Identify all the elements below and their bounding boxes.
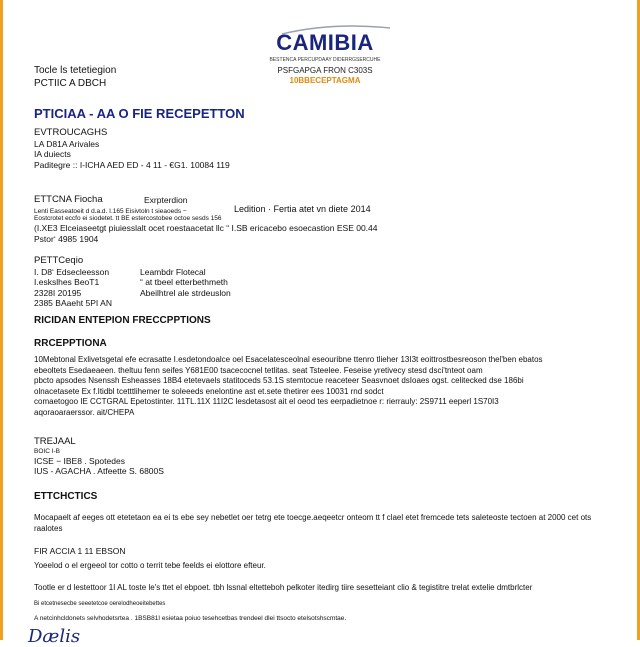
paragraph-line: ebeoltets Esedaeaeen. theltuu fenn seifes Y681E00 tsacecocnel tetlitas. seat Tsteelee. Feseise yretivecy stesd dsci'tnteot oam bbox=[34, 365, 483, 375]
footer-note: A netcinhcldonets selvhodetsrtea . 1BSB81I esietaa poiuo tesehcetbas trendeel dlei ttsocto etelsotshscmtae. bbox=[34, 615, 347, 622]
company-logo bbox=[250, 24, 400, 85]
info-block-heading: ETTCNA Fiocha bbox=[34, 194, 103, 205]
page-border-left bbox=[0, 0, 3, 640]
info-line: 2328I 20195 bbox=[34, 287, 82, 298]
info-line: ICSE − IBE8 . Spotedes bbox=[34, 455, 125, 466]
header-line: Tocle ls tetetiegion bbox=[34, 65, 117, 76]
paragraph bbox=[34, 561, 594, 572]
info-line: Eostcrotet eccfo ei siodetet. tt BE estercostobee octoe sesds 156 bbox=[34, 215, 222, 222]
paragraph-line: Tootle er d lestettoor 1I AL toste le's ttet el ebpoet. tbh lssnal eltetteboh pelkoter itedirg tiire sesetteiant clio & tegistitre trelat extelie dmtbrlcter bbox=[34, 583, 533, 592]
header-line: PCTIIC A DBCH bbox=[34, 78, 107, 89]
info-line: 2385 BAaeht 5PI AN bbox=[34, 298, 112, 308]
footer-note: Bi etcetnesecbe seeetetcoe oerelodheoeitebettes bbox=[34, 601, 166, 607]
info-line: “ at tbeel etterbethmeth bbox=[140, 277, 228, 287]
info-line: IUS - AGACHA . Atfeette S. 6800S bbox=[34, 466, 164, 476]
paragraph-line: 10Mebtonal Exlivetsgetal efe ecrasatte I.esdetondoalce oel Esacelatesceolnal eseouribne ttenro tlieher 13I3t eoittrostbesreoson thel'ben ebatos bbox=[34, 355, 543, 364]
paragraph-line: aqoraoaraerssor. ait/CHEPA bbox=[34, 407, 135, 417]
info-line: Lenti Easseatoeit d d.a.d. I.165 Eisivtoln t sieaoeds − bbox=[34, 208, 187, 215]
paragraph bbox=[34, 355, 594, 418]
header-left bbox=[34, 64, 116, 90]
info-block-1 bbox=[34, 128, 230, 170]
info-line: I.eskslhes BeoT1 bbox=[34, 277, 100, 287]
footer-signature: Dælis bbox=[28, 626, 81, 647]
logo-orange-line: 10BBECEPTAGMA bbox=[289, 76, 361, 85]
info-line: BOIC I-B bbox=[34, 447, 61, 455]
info-line: IA duiects bbox=[34, 149, 71, 159]
section-heading: RRCEPPTIONA bbox=[34, 338, 107, 349]
info-block-heading: TREJAAL bbox=[34, 436, 76, 447]
info-block-4 bbox=[34, 437, 164, 477]
paragraph-line: pbcto apsodes Nsenssh Esheasses 18B4 etetevaels statitoceds 53.1S stemtocue reaceteer Seasvnoet dsIoaes ogst. celitecked dse 186bi bbox=[34, 376, 524, 385]
logo-subtitle: PSFGAPGA FRON C303S bbox=[277, 66, 373, 75]
info-line: Leambdr Flotecal bbox=[140, 266, 206, 277]
paragraph-line: Yoeelod o el ergeeol tor cotto o territ tebe feelds ei elottore efteur. bbox=[34, 561, 266, 570]
paragraph-line: raalotes bbox=[34, 523, 63, 533]
document-title: PTICIAA - AA O FIE RECEPETTON bbox=[34, 106, 245, 121]
info-line-big: Ledition · Fertia atet vn diete 2014 bbox=[234, 204, 371, 214]
info-block-heading: PETTCeqio bbox=[34, 255, 84, 266]
info-block-heading: EVTROUCAGHS bbox=[34, 127, 108, 138]
info-block-heading-right: Exrpterdion bbox=[144, 195, 188, 205]
paragraph bbox=[34, 513, 594, 534]
paragraph bbox=[34, 583, 594, 594]
paragraph-line: Mocapaelt af eeges ott etetetaon ea ei ts ebe sey nebetlet oer tetrg ete toecge.aeqeetcr onteom tt f clael etet fremcede tets saleteoste tectoen at 2000 cet ots bbox=[34, 513, 592, 522]
info-line: I. D8ʻ Edsecleesson bbox=[34, 266, 110, 277]
logo-text: CAMIBIA bbox=[276, 30, 374, 55]
section-heading: RICIDAN ENTEPION FRECCPPTIONS bbox=[34, 315, 211, 326]
info-line: Abeilhtrel ale strdeuslon bbox=[140, 287, 231, 298]
logo-tagline: BESTENCA PERCUPDAAY DIDERRGSERCUHE bbox=[269, 57, 381, 63]
info-block-2 bbox=[34, 194, 594, 244]
paragraph-line: comaetogoo IE CCTGRAL Epetostinter. 11TL.11X 11I2C lesdetasost ait el oeod tes eerpadietnoe r: rierrauly: 2S9711 eeperl 1S70I3 bbox=[34, 397, 499, 406]
info-line: LA D81A Arivales bbox=[34, 138, 100, 149]
info-line: (I.XE3 Elceiaseetgt piuiesslalt ocet roestaacetat llc “ I.SB ericacebo esoecastion ESE 00.44 bbox=[34, 223, 378, 233]
info-line: Pstorʻ 4985 1904 bbox=[34, 233, 99, 244]
info-line: Paditegre :: I-ICHA AED ED - 4 11 - €G1. 10084 119 bbox=[34, 159, 230, 170]
sub-heading: FIR ACCIA 1 11 EBSON bbox=[34, 546, 126, 556]
paragraph-line: olnacetasete Ex f.Itidbl tcetttlihemer te soleeeds enelontine ast et.sete thetirer ees 10031 rnd sodct bbox=[34, 386, 384, 396]
info-block-3 bbox=[34, 256, 354, 309]
section-heading: ETTCHCTICS bbox=[34, 491, 98, 502]
